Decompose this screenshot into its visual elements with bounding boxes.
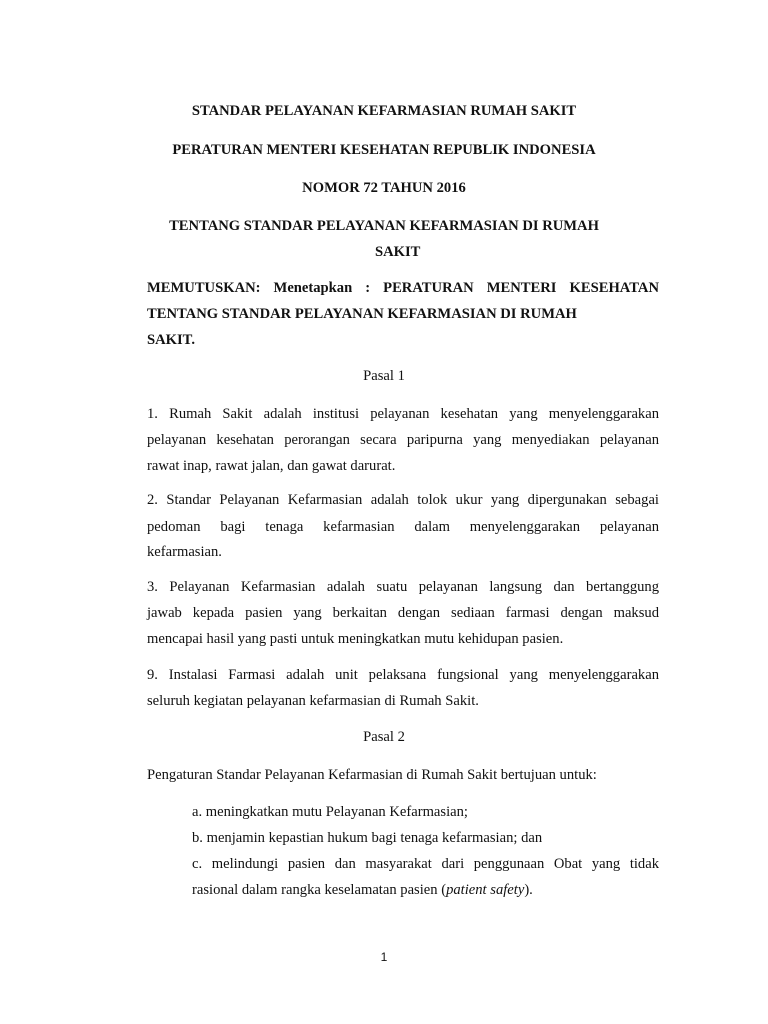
pasal-1-item-9-line-1: 9. Instalasi Farmasi adalah unit pelaksana fungsional yang menyelenggarakan [147, 667, 659, 683]
pasal-1-item-9-line-2: seluruh kegiatan pelayanan kefarmasian di Rumah Sakit. [147, 693, 479, 709]
regulation-title: PERATURAN MENTERI KESEHATAN REPUBLIK INDONESIA [172, 142, 596, 158]
regulation-subject-line-2: SAKIT [375, 244, 421, 260]
pasal-1-item-3-line-2: jawab kepada pasien yang berkaitan dengan sediaan farmasi dengan maksud [147, 605, 659, 621]
pasal-1-item-1-line-1: 1. Rumah Sakit adalah institusi pelayanan kesehatan yang menyelenggarakan [147, 406, 659, 422]
regulation-number: NOMOR 72 TAHUN 2016 [302, 180, 466, 196]
pasal-1-item-2-line-1: 2. Standar Pelayanan Kefarmasian adalah tolok ukur yang dipergunakan sebagai [147, 492, 659, 508]
decision-line-3: SAKIT. [147, 332, 195, 348]
page-number: 1 [380, 950, 388, 964]
list-c-closing: ). [524, 882, 533, 898]
decision-line-1: MEMUTUSKAN: Menetapkan : PERATURAN MENTERI KESEHATAN [147, 280, 659, 296]
list-c-italic-term: patient safety [446, 882, 525, 898]
decision-line-2: TENTANG STANDAR PELAYANAN KEFARMASIAN DI RUMAH [147, 306, 577, 322]
pasal-1-item-3-line-3: mencapai hasil yang pasti untuk meningkatkan mutu kehidupan pasien. [147, 631, 564, 647]
regulation-subject-line-1: TENTANG STANDAR PELAYANAN KEFARMASIAN DI RUMAH [169, 218, 599, 234]
list-c-text: rasional dalam rangka keselamatan pasien ( [192, 882, 447, 898]
pasal-2-list-item-c-line-1: c. melindungi pasien dan masyarakat dari penggunaan Obat yang tidak [192, 856, 659, 872]
pasal-1-item-3-line-1: 3. Pelayanan Kefarmasian adalah suatu pelayanan langsung dan bertanggung [147, 579, 659, 595]
pasal-2-list-item-c-line-2 [192, 881, 533, 899]
pasal-2-heading: Pasal 2 [363, 729, 405, 745]
pasal-1-item-2-line-2: pedoman bagi tenaga kefarmasian dalam menyelenggarakan pelayanan [147, 519, 659, 535]
pasal-2-intro: Pengaturan Standar Pelayanan Kefarmasian di Rumah Sakit bertujuan untuk: [147, 767, 597, 783]
pasal-2-list-item-a: a. meningkatkan mutu Pelayanan Kefarmasian; [192, 804, 468, 820]
document-title: STANDAR PELAYANAN KEFARMASIAN RUMAH SAKIT [191, 103, 577, 119]
pasal-2-list-item-b: b. menjamin kepastian hukum bagi tenaga kefarmasian; dan [192, 830, 543, 846]
pasal-1-heading: Pasal 1 [363, 368, 405, 384]
pasal-1-item-2-line-3: kefarmasian. [147, 544, 222, 560]
pasal-1-item-1-line-2: pelayanan kesehatan perorangan secara paripurna yang menyediakan pelayanan [147, 432, 659, 448]
pasal-1-item-1-line-3: rawat inap, rawat jalan, dan gawat darurat. [147, 458, 396, 474]
